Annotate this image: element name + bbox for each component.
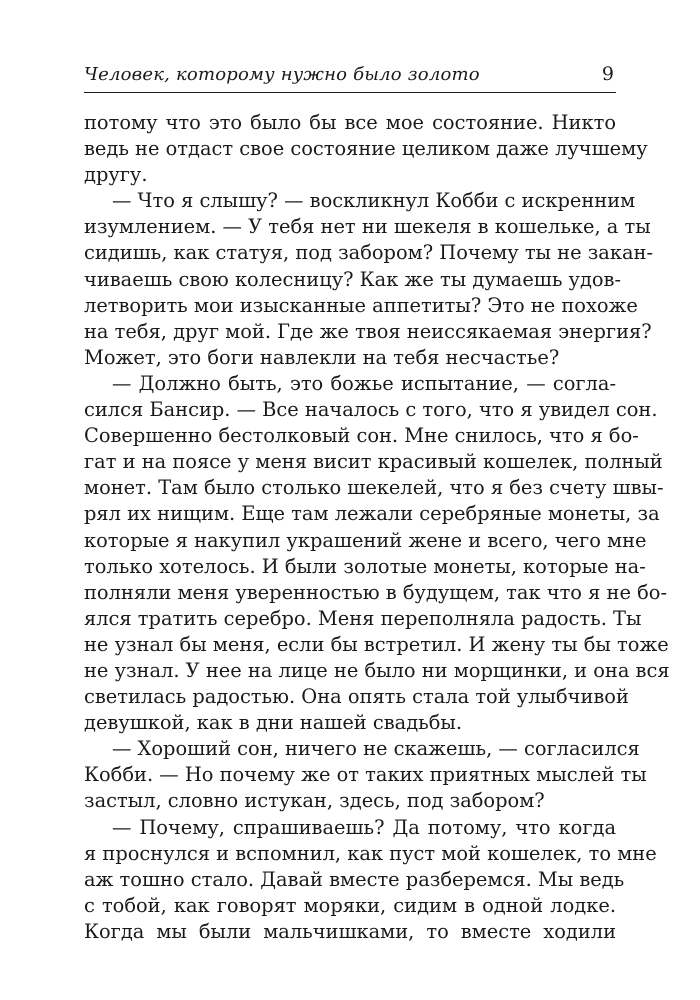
text-line: другу. [84, 163, 148, 187]
text-line: ведь не отдаст свое состояние целиком даже лучшему [84, 137, 648, 161]
text-line: не узнал. У нее на лице не было ни морщинки, и она вся [84, 658, 670, 682]
text-line: ялся тратить серебро. Меня переполняла радость. Ты [84, 606, 642, 630]
page-number: 9 [601, 63, 614, 85]
text-line: Может, это боги навлекли на тебя несчастье? [84, 345, 560, 369]
text-line: с тобой, как говорят моряки, сидим в одной лодке. [84, 893, 616, 917]
text-line: гат и на поясе у меня висит красивый кошелек, полный [84, 450, 663, 474]
text-line: на тебя, друг мой. Где же твоя неиссякаемая энергия? [84, 319, 652, 343]
text-line: потому что это было бы все мое состояние. Никто [84, 111, 616, 134]
text-line: — Хороший сон, ничего не скажешь, — согласился [112, 737, 640, 761]
text-line: только хотелось. И были золотые монеты, которые на- [84, 554, 646, 578]
text-line: изумлением. — У тебя нет ни шекеля в кошельке, а ты [84, 215, 651, 239]
text-line: которые я накупил украшений жене и всего, чего мне [84, 528, 647, 552]
text-line: я проснулся и вспомнил, как пуст мой кошелек, то мне [84, 841, 657, 865]
text-line: рял их нищим. Еще там лежали серебряные монеты, за [84, 502, 660, 526]
text-line: чиваешь свою колесницу? Как же ты думаешь удов- [84, 267, 622, 291]
running-title: Человек, которому нужно было золото [84, 64, 480, 85]
text-line: аж тошно стало. Давай вместе разберемся. Мы ведь [84, 867, 625, 891]
text-line: — Почему, спрашиваешь? Да потому, что когда [112, 815, 616, 839]
text-line: летворить мои изысканные аппетиты? Это не похоже [84, 293, 638, 317]
text-line: — Что я слышу? — воскликнул Кобби с искренним [112, 189, 636, 213]
text-line: полняли меня уверенностью в будущем, так что я не бо- [84, 580, 667, 604]
text-line: девушкой, как в дни нашей свадьбы. [84, 711, 462, 735]
text-line: застыл, словно истукан, здесь, под забором? [84, 789, 545, 813]
body-text [84, 110, 670, 945]
text-line: — Должно быть, это божье испытание, — согла- [112, 371, 616, 395]
text-line: сился Бансир. — Все началось с того, что я увидел сон. [84, 398, 658, 422]
text-line: Когда мы были мальчишками, то вместе ходили [84, 919, 616, 943]
text-line: не узнал бы меня, если бы встретил. И жену ты бы тоже [84, 632, 669, 656]
text-line: Совершенно бестолковый сон. Мне снилось, что я бо- [84, 424, 639, 448]
running-head [84, 62, 616, 93]
text-line: монет. Там было столько шекелей, что я без счету швы- [84, 476, 664, 500]
text-line: сидишь, как статуя, под забором? Почему ты не закан- [84, 241, 653, 265]
text-line: Кобби. — Но почему же от таких приятных мыслей ты [84, 763, 647, 787]
text-line: светилась радостью. Она опять стала той улыбчивой [84, 685, 629, 709]
